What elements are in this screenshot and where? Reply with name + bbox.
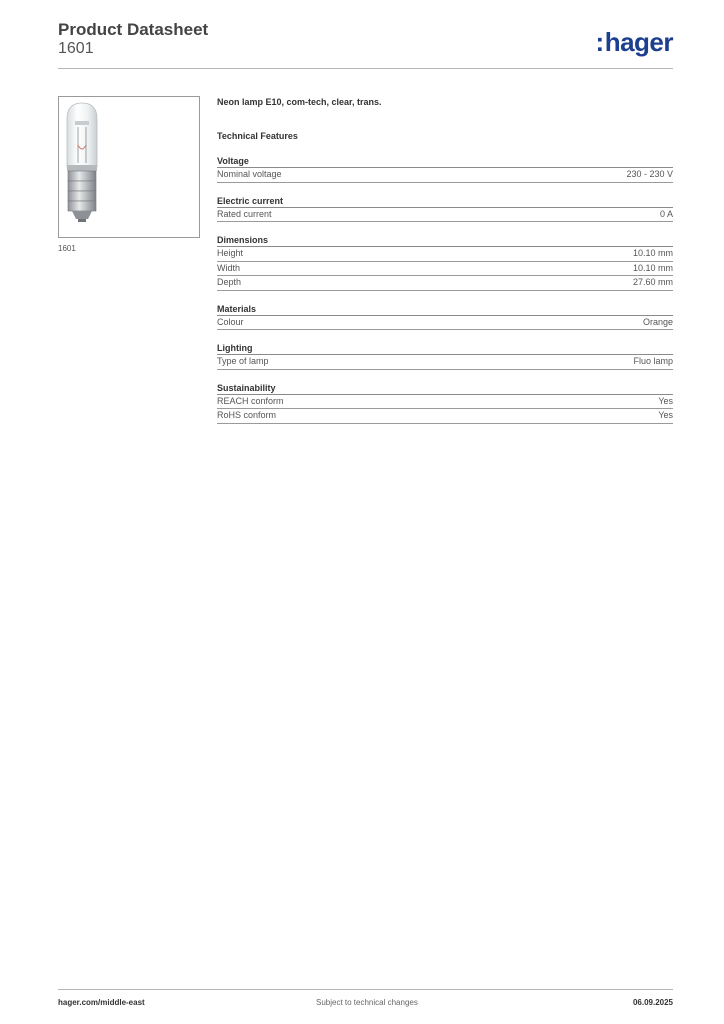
spec-value: 27.60 mm xyxy=(632,277,673,287)
spec-label: Colour xyxy=(217,316,244,327)
spec-value: 0 A xyxy=(659,208,673,219)
section-title: Lighting xyxy=(217,342,673,355)
section-voltage xyxy=(217,155,673,183)
spec-value: 10.10 mm xyxy=(632,262,673,273)
spec-label: Type of lamp xyxy=(217,356,269,366)
page-title: Product Datasheet xyxy=(58,20,209,39)
image-caption: 1601 xyxy=(58,244,76,253)
product-number: 1601 xyxy=(58,40,94,57)
spec-row xyxy=(217,208,673,223)
spec-row xyxy=(217,316,673,331)
spec-value: 230 - 230 V xyxy=(626,169,673,179)
spec-label: Nominal voltage xyxy=(217,169,282,179)
section-lighting xyxy=(217,342,673,370)
section-sustainability xyxy=(217,382,673,424)
spec-row xyxy=(217,247,673,262)
section-title: Electric current xyxy=(217,195,673,208)
footer-divider xyxy=(58,989,673,990)
section-electric-current xyxy=(217,195,673,223)
section-title: Sustainability xyxy=(217,382,673,395)
brand-logo-text: hager xyxy=(604,27,673,57)
spec-value: 10.10 mm xyxy=(632,248,673,258)
spec-row xyxy=(217,276,673,291)
neon-lamp-icon xyxy=(59,97,199,237)
spec-row xyxy=(217,355,673,370)
section-title: Materials xyxy=(217,303,673,316)
page-header xyxy=(58,20,673,68)
header-divider xyxy=(58,68,673,69)
footer-date: 06.09.2025 xyxy=(632,998,673,1007)
section-title: Voltage xyxy=(217,155,673,168)
section-title: Dimensions xyxy=(217,234,673,247)
product-description: Neon lamp E10, com-tech, clear, trans. xyxy=(217,97,382,107)
spec-row xyxy=(217,168,673,183)
technical-features-title: Technical Features xyxy=(217,131,298,141)
spec-value: Orange xyxy=(642,316,673,327)
spec-value: Yes xyxy=(658,410,673,420)
spec-label: REACH conform xyxy=(217,395,284,406)
footer-website-link[interactable]: hager.com/middle-east xyxy=(58,998,145,1007)
section-materials xyxy=(217,303,673,331)
spec-row xyxy=(217,395,673,410)
brand-logo: :hager xyxy=(595,27,673,57)
technical-content xyxy=(217,95,673,424)
product-image xyxy=(58,96,200,238)
spec-label: RoHS conform xyxy=(217,410,277,420)
spec-value: Yes xyxy=(658,395,673,406)
footer-notice: Subject to technical changes xyxy=(316,998,418,1007)
spec-row xyxy=(217,262,673,277)
spec-label: Rated current xyxy=(217,208,272,219)
spec-label: Depth xyxy=(217,277,242,287)
spec-row xyxy=(217,409,673,424)
spec-label: Width xyxy=(217,262,241,273)
section-dimensions xyxy=(217,234,673,291)
spec-label: Height xyxy=(217,248,244,258)
spec-value: Fluo lamp xyxy=(633,356,673,366)
